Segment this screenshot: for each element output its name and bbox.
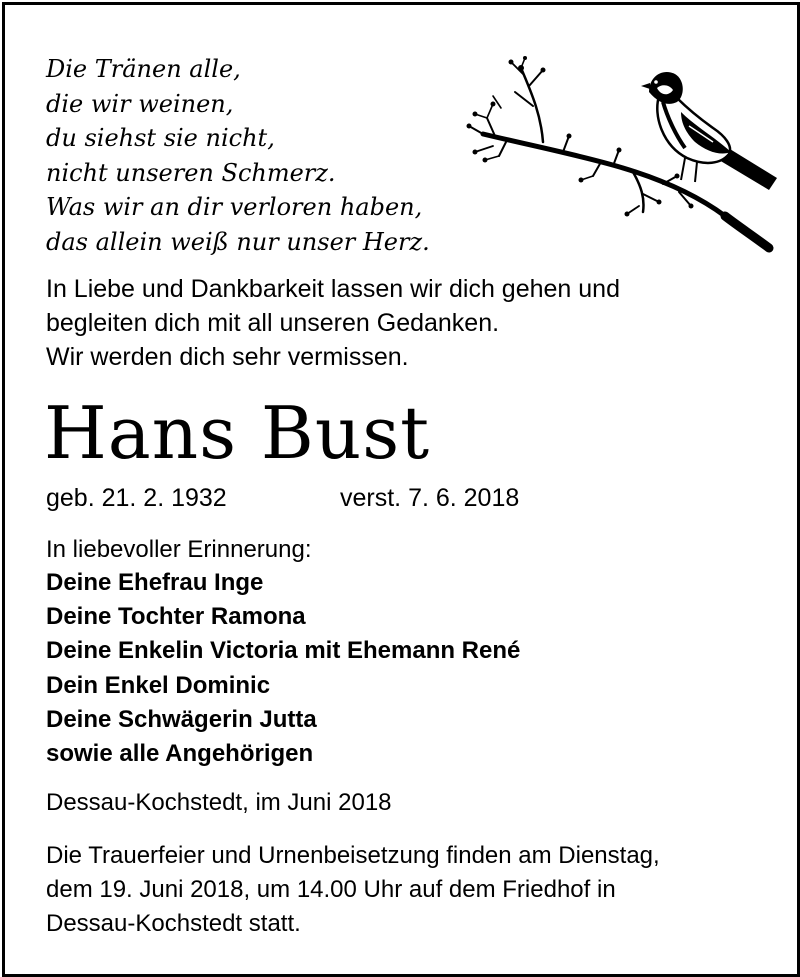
mourner-name: Deine Schwägerin Jutta xyxy=(46,705,317,733)
deceased-name: Hans Bust xyxy=(44,391,431,475)
intro-line: In Liebe und Dankbarkeit lassen wir dich gehen und xyxy=(46,275,620,303)
funeral-line: dem 19. Juni 2018, um 14.00 Uhr auf dem Friedhof in xyxy=(46,876,616,903)
poem-line: die wir weinen, xyxy=(46,89,234,118)
funeral-info xyxy=(46,839,660,941)
poem-line: das allein weiß nur unser Herz. xyxy=(46,227,430,256)
intro-line: Wir werden dich sehr vermissen. xyxy=(46,343,409,371)
mourners-list xyxy=(46,566,520,771)
intro-text xyxy=(46,272,620,374)
intro-line: begleiten dich mit all unseren Gedanken. xyxy=(46,309,500,337)
funeral-line: Die Trauerfeier und Urnenbeisetzung finden am Dienstag, xyxy=(46,842,660,869)
mourner-name: Deine Tochter Ramona xyxy=(46,603,306,631)
poem-line: Was wir an dir verloren haben, xyxy=(46,193,423,221)
mourner-name: Deine Ehefrau Inge xyxy=(46,569,264,596)
bird-on-branch-icon xyxy=(463,56,783,254)
mourner-name: Deine Enkelin Victoria mit Ehemann René xyxy=(46,637,521,665)
poem-line: Die Tränen alle, xyxy=(46,55,241,83)
poem xyxy=(46,52,430,259)
mourners-heading: In liebevoller Erinnerung: xyxy=(46,536,312,563)
poem-line: nicht unseren Schmerz. xyxy=(46,158,336,187)
place-date: Dessau-Kochstedt, im Juni 2018 xyxy=(46,789,392,816)
poem-line: du siehst sie nicht, xyxy=(46,124,275,152)
mourner-name: Dein Enkel Dominic xyxy=(46,671,271,699)
funeral-line: Dessau-Kochstedt statt. xyxy=(46,910,301,937)
death-date: verst. 7. 6. 2018 xyxy=(340,484,520,512)
mourner-name: sowie alle Angehörigen xyxy=(46,740,314,768)
birth-date: geb. 21. 2. 1932 xyxy=(46,484,227,512)
